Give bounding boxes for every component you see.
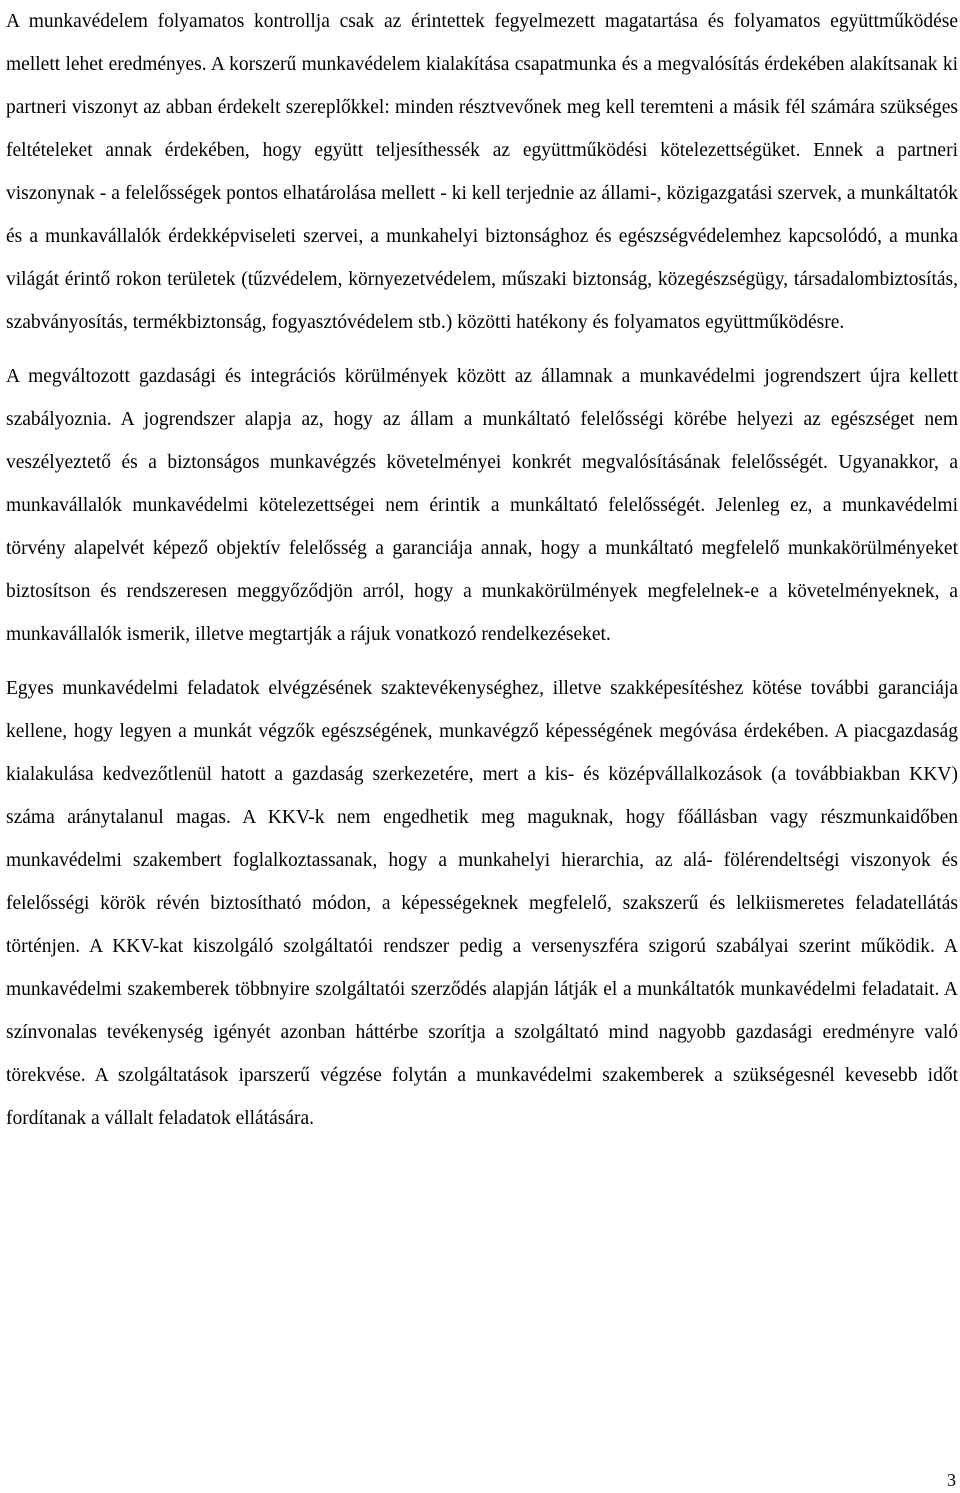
page-number: 3 [947,1470,956,1490]
paragraph-1: A munkavédelem folyamatos kontrollja csak az érintettek fegyelmezett magatartása és folyamatos együttműködése mellett lehet eredményes. A korszerű munkavédelem kialakítása csapatmunka és a megvalósítás érdekében alakítsanak ki partneri viszonyt az abban érdekelt szereplőkkel: minden résztvevőnek meg kell teremteni a másik fél számára szükséges feltételeket annak érdekében, hogy együtt teljesíthessék az együttműködési kötelezettségüket. Ennek a partneri viszonynak - a felelősségek pontos elhatárolása mellett - ki kell terjednie az állami-, közigazgatási szervek, a munkáltatók és a munkavállalók érdekképviseleti szervei, a munkahelyi biztonsághoz és egészségvédelemhez kapcsolódó, a munka világát érintő rokon területek (tűzvédelem, környezetvédelem, műszaki biztonság, közegészségügy, társadalombiztosítás, szabványosítás, termékbiztonság, fogyasztóvédelem stb.) közötti hatékony és folyamatos együttműködésre. [6,11,958,333]
document-page [6,0,958,1140]
paragraph-2: A megváltozott gazdasági és integrációs körülmények között az államnak a munkavédelmi jogrendszert újra kellett szabályoznia. A jogrendszer alapja az, hogy az állam a munkáltató felelősségi körébe helyezi az egészséget nem veszélyeztető és a biztonságos munkavégzés követelményei konkrét megvalósításának felelősségét. Ugyanakkor, a munkavállalók munkavédelmi kötelezettségei nem érintik a munkáltató felelősségét. Jelenleg ez, a munkavédelmi törvény alapelvét képező objektív felelősség a garanciája annak, hogy a munkáltató megfelelő munkakörülményeket biztosítson és rendszeresen meggyőződjön arról, hogy a munkakörülmények megfelelnek-e a követelményeknek, a munkavállalók ismerik, illetve megtartják a rájuk vonatkozó rendelkezéseket. [6,366,958,645]
paragraph-3: Egyes munkavédelmi feladatok elvégzésének szaktevékenységhez, illetve szakképesítéshez kötése további garanciája kellene, hogy legyen a munkát végzők egészségének, munkavégző képességének megóvása érdekében. A piacgazdaság kialakulása kedvezőtlenül hatott a gazdaság szerkezetére, mert a kis- és középvállalkozások (a továbbiakban KKV) száma aránytalanul magas. A KKV-k nem engedhetik meg maguknak, hogy főállásban vagy részmunkaidőben munkavédelmi szakembert foglalkoztassanak, hogy a munkahelyi hierarchia, az alá- fölérendeltségi viszonyok és felelősségi körök révén biztosítható módon, a képességeknek megfelelő, szakszerű és lelkiismeretes feladatellátás történjen. A KKV-kat kiszolgáló szolgáltatói rendszer pedig a versenyszféra szigorú szabályai szerint működik. A munkavédelmi szakemberek többnyire szolgáltatói szerződés alapján látják el a munkáltatók munkavédelmi feladatait. A színvonalas tevékenység igényét azonban háttérbe szorítja a szolgáltató mind nagyobb gazdasági eredményre való törekvése. A szolgáltatások iparszerű végzése folytán a munkavédelmi szakemberek a szükségesnél kevesebb időt fordítanak a vállalt feladatok ellátására. [6,678,958,1129]
